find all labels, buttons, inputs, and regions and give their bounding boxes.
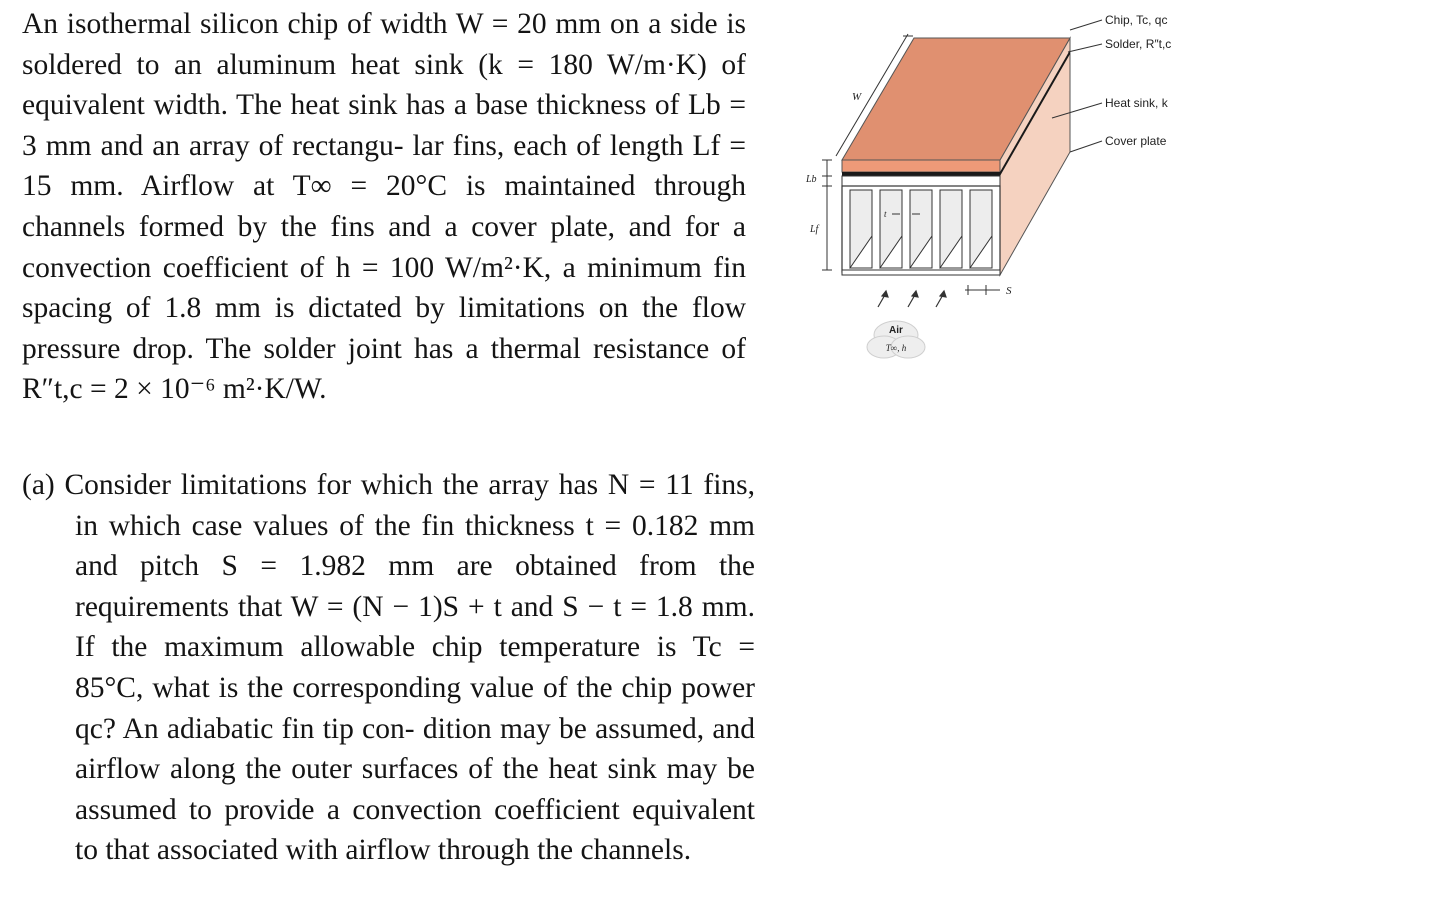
intro-line: 180 W/m·K) of equivalent width. The heat sink has a bbox=[22, 48, 746, 122]
fin-array bbox=[850, 190, 992, 268]
intro-line: side is soldered to an aluminum heat sink (k = bbox=[22, 8, 747, 81]
intro-line: of h = 100 W/m²·K, a minimum fin spacing of bbox=[22, 251, 747, 325]
intro-line: lar fins, each of length Lf = 15 mm. Airflow at T∞ = bbox=[22, 129, 747, 203]
part-a-line: S − t = 1.8 mm. If the maximum allowable chip bbox=[75, 590, 755, 664]
part-a-line: t = 0.182 mm and pitch S = 1.982 mm are obtained bbox=[75, 509, 755, 583]
part-a-line: (a) Consider limitations for which the array has bbox=[22, 469, 599, 501]
heat-sink-diagram bbox=[800, 0, 1220, 380]
fin-thickness-label: t bbox=[884, 209, 887, 219]
cover-plate bbox=[842, 270, 1000, 275]
chip-leader-line bbox=[1070, 20, 1102, 30]
solder-layer bbox=[842, 172, 1000, 176]
cover-plate-leader-line bbox=[1070, 141, 1102, 152]
part-a-line: N = 11 fins, in which case values of the fin thickness bbox=[75, 469, 755, 542]
heat-sink-figure bbox=[800, 0, 1220, 380]
part-a-line: a convection coefficient equivalent to that associated bbox=[75, 793, 756, 867]
fin-length-label: Lf bbox=[810, 224, 819, 235]
heat-sink-base bbox=[842, 176, 1000, 186]
intro-line: base thickness of Lb = 3 mm and an array of rectangu- bbox=[22, 89, 747, 162]
intro-line: R″t,c = 2 × 10⁻⁶ m²·K/W. bbox=[22, 373, 327, 406]
intro-line: An isothermal silicon chip of width W = 20 mm on a bbox=[22, 8, 662, 40]
air-label: Air bbox=[889, 325, 903, 336]
chip-label: Chip, Tc, qc bbox=[1105, 13, 1168, 27]
base-thickness-label: Lb bbox=[806, 174, 817, 185]
pitch-label: S bbox=[1006, 285, 1012, 297]
width-label: W bbox=[852, 91, 862, 103]
part-a-line: temperature is Tc = 85°C, what is the corresponding bbox=[75, 631, 756, 704]
intro-line: drop. The solder joint has a thermal resistance of bbox=[132, 332, 746, 365]
solder-label: Solder, R″t,c bbox=[1105, 37, 1172, 51]
cover-plate-label: Cover plate bbox=[1105, 134, 1167, 148]
part-a-line: surfaces of the heat sink may be assumed to provide bbox=[75, 753, 755, 826]
solder-leader-line bbox=[1068, 44, 1102, 52]
part-a-text bbox=[22, 465, 755, 871]
problem-intro bbox=[22, 4, 746, 410]
problem-statement bbox=[22, 4, 746, 410]
intro-line: 20°C is maintained through channels formed by the bbox=[22, 170, 747, 243]
airflow-arrows bbox=[878, 291, 946, 307]
part-a-line: dition may be assumed, and airflow along the outer bbox=[75, 712, 755, 786]
air-properties-label: T∞, h bbox=[885, 343, 907, 353]
part-a-line: value of the chip power qc? An adiabatic fin tip con- bbox=[75, 671, 756, 745]
heat-sink-label: Heat sink, k bbox=[1105, 96, 1168, 110]
part-a bbox=[22, 465, 755, 871]
intro-line: fins and a cover plate, and for a convection coefficient bbox=[22, 210, 746, 284]
chip-front-face bbox=[842, 160, 1000, 172]
part-a-line: with airflow through the channels. bbox=[285, 834, 692, 867]
intro-line: 1.8 mm is dictated by limitations on the flow pressure bbox=[22, 292, 747, 365]
part-a-line: from the requirements that W = (N − 1)S + t and bbox=[75, 550, 756, 623]
